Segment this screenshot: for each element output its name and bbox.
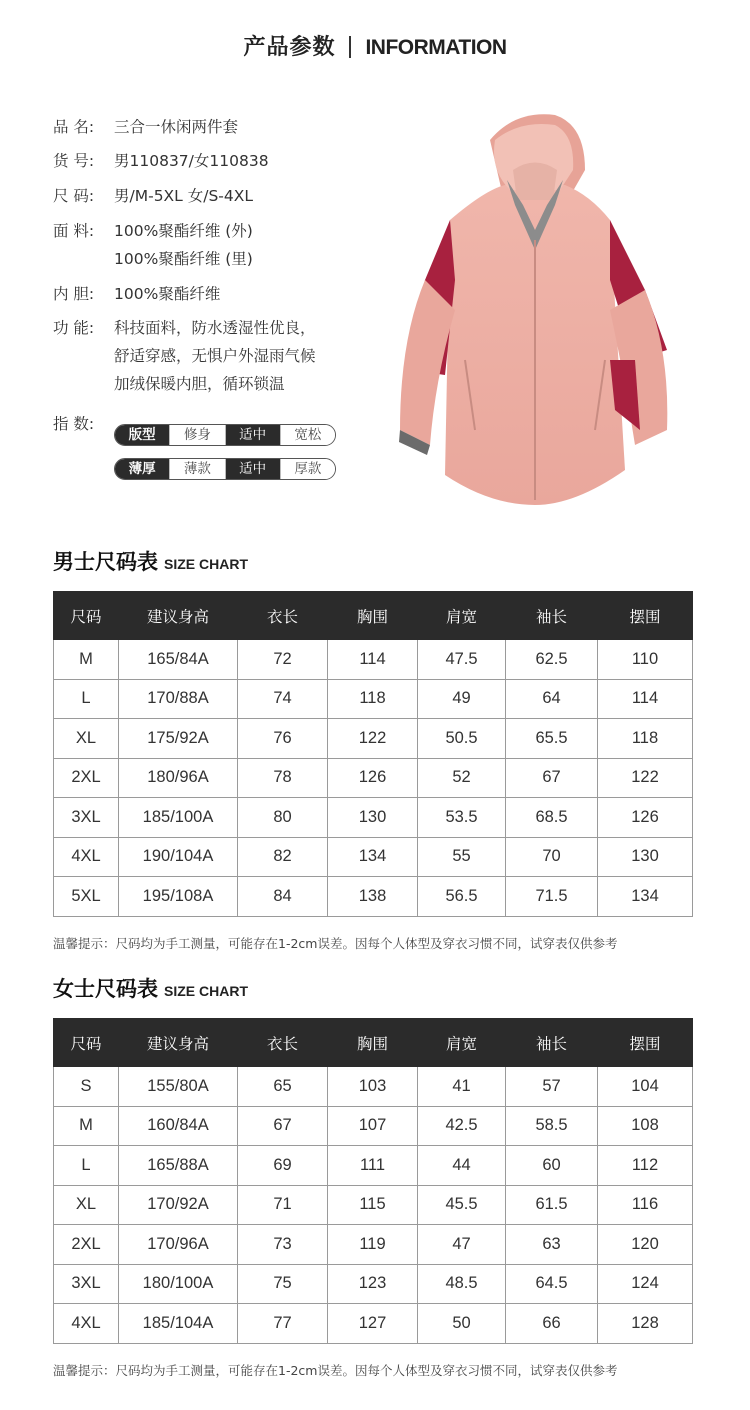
table-row bbox=[54, 1067, 693, 1107]
spec-function-label: 功 能: bbox=[53, 319, 95, 337]
women-title-cn: 女士尺码表 bbox=[53, 977, 158, 1001]
cell: 118 bbox=[598, 719, 693, 759]
cell: 47.5 bbox=[418, 640, 506, 680]
cell: 103 bbox=[328, 1067, 418, 1107]
cell: XL bbox=[54, 719, 119, 759]
spec-fabric-line2: 100%聚酯纤维 (里) bbox=[114, 250, 253, 268]
table-row bbox=[54, 1106, 693, 1146]
table-row bbox=[54, 758, 693, 798]
cell: 62.5 bbox=[506, 640, 598, 680]
women-col-length: 衣长 bbox=[238, 1019, 328, 1067]
spec-function-line2: 舒适穿感，无惧户外湿雨气候 bbox=[114, 347, 316, 365]
cell: 45.5 bbox=[418, 1185, 506, 1225]
cell: 111 bbox=[328, 1146, 418, 1186]
table-row bbox=[54, 679, 693, 719]
cell: 50 bbox=[418, 1304, 506, 1344]
cell: 76 bbox=[238, 719, 328, 759]
cell: 116 bbox=[598, 1185, 693, 1225]
header-title-en: INFORMATION bbox=[365, 36, 507, 59]
women-size-table bbox=[53, 1018, 693, 1344]
table-row bbox=[54, 1264, 693, 1304]
table-row bbox=[54, 877, 693, 917]
men-col-size: 尺码 bbox=[54, 592, 119, 640]
cell: 84 bbox=[238, 877, 328, 917]
cell: 130 bbox=[598, 837, 693, 877]
women-section-title bbox=[53, 973, 248, 1003]
cell: 47 bbox=[418, 1225, 506, 1265]
cell: 170/88A bbox=[119, 679, 238, 719]
women-size-note: 温馨提示：尺码均为手工测量，可能存在1-2cm误差。因每个人体型及穿衣习惯不同，试穿表仅供参考 bbox=[53, 1363, 618, 1378]
cell: 48.5 bbox=[418, 1264, 506, 1304]
cell: 41 bbox=[418, 1067, 506, 1107]
header-divider bbox=[349, 36, 351, 58]
men-size-note: 温馨提示：尺码均为手工测量，可能存在1-2cm误差。因每个人体型及穿衣习惯不同，试穿表仅供参考 bbox=[53, 936, 618, 951]
men-title-en: SIZE CHART bbox=[164, 556, 248, 572]
cell: M bbox=[54, 1106, 119, 1146]
fit-index bbox=[114, 424, 336, 446]
fit-option-loose: 宽松 bbox=[280, 425, 335, 445]
thickness-index-title: 薄厚 bbox=[115, 459, 169, 479]
spec-lining-label: 内 胆: bbox=[53, 285, 95, 303]
men-col-height: 建议身高 bbox=[119, 592, 238, 640]
cell: 74 bbox=[238, 679, 328, 719]
men-col-hem: 摆围 bbox=[598, 592, 693, 640]
cell: 65.5 bbox=[506, 719, 598, 759]
cell: 2XL bbox=[54, 1225, 119, 1265]
cell: L bbox=[54, 1146, 119, 1186]
cell: 56.5 bbox=[418, 877, 506, 917]
cell: 60 bbox=[506, 1146, 598, 1186]
cell: 67 bbox=[238, 1106, 328, 1146]
cell: 185/100A bbox=[119, 798, 238, 838]
spec-name-label: 品 名: bbox=[53, 118, 95, 136]
table-row bbox=[54, 837, 693, 877]
cell: 75 bbox=[238, 1264, 328, 1304]
cell: 155/80A bbox=[119, 1067, 238, 1107]
cell: L bbox=[54, 679, 119, 719]
cell: 119 bbox=[328, 1225, 418, 1265]
spec-code-label: 货 号: bbox=[53, 152, 95, 170]
women-col-height: 建议身高 bbox=[119, 1019, 238, 1067]
cell: 68.5 bbox=[506, 798, 598, 838]
cell: 50.5 bbox=[418, 719, 506, 759]
women-col-chest: 胸围 bbox=[328, 1019, 418, 1067]
cell: 58.5 bbox=[506, 1106, 598, 1146]
cell: 73 bbox=[238, 1225, 328, 1265]
cell: 190/104A bbox=[119, 837, 238, 877]
cell: 138 bbox=[328, 877, 418, 917]
cell: 71.5 bbox=[506, 877, 598, 917]
cell: 44 bbox=[418, 1146, 506, 1186]
page-header bbox=[0, 30, 750, 66]
fit-index-title: 版型 bbox=[115, 425, 169, 445]
cell: 120 bbox=[598, 1225, 693, 1265]
cell: 180/100A bbox=[119, 1264, 238, 1304]
header-title-cn: 产品参数 bbox=[243, 35, 336, 60]
spec-size-label: 尺 码: bbox=[53, 187, 95, 205]
cell: 126 bbox=[328, 758, 418, 798]
cell: 114 bbox=[328, 640, 418, 680]
cell: 124 bbox=[598, 1264, 693, 1304]
cell: 165/84A bbox=[119, 640, 238, 680]
men-size-table bbox=[53, 591, 693, 917]
cell: 77 bbox=[238, 1304, 328, 1344]
spec-function-line3: 加绒保暖内胆，循环锁温 bbox=[114, 375, 285, 393]
cell: 61.5 bbox=[506, 1185, 598, 1225]
cell: 2XL bbox=[54, 758, 119, 798]
women-table-header-row bbox=[54, 1019, 693, 1067]
cell: 57 bbox=[506, 1067, 598, 1107]
cell: 170/96A bbox=[119, 1225, 238, 1265]
women-col-hem: 摆围 bbox=[598, 1019, 693, 1067]
cell: 170/92A bbox=[119, 1185, 238, 1225]
table-row bbox=[54, 1304, 693, 1344]
spec-size-value: 男/M-5XL 女/S-4XL bbox=[114, 187, 254, 205]
thickness-index bbox=[114, 458, 336, 480]
cell: 175/92A bbox=[119, 719, 238, 759]
cell: 72 bbox=[238, 640, 328, 680]
thickness-option-medium: 适中 bbox=[225, 459, 280, 479]
men-table-header-row bbox=[54, 592, 693, 640]
cell: 160/84A bbox=[119, 1106, 238, 1146]
table-row bbox=[54, 1146, 693, 1186]
women-col-size: 尺码 bbox=[54, 1019, 119, 1067]
cell: 78 bbox=[238, 758, 328, 798]
cell: 63 bbox=[506, 1225, 598, 1265]
fit-option-regular: 适中 bbox=[225, 425, 280, 445]
table-row bbox=[54, 1185, 693, 1225]
cell: 123 bbox=[328, 1264, 418, 1304]
cell: 126 bbox=[598, 798, 693, 838]
cell: 165/88A bbox=[119, 1146, 238, 1186]
spec-function-line1: 科技面料，防水透湿性优良， bbox=[114, 319, 316, 337]
women-title-en: SIZE CHART bbox=[164, 983, 248, 999]
women-col-sleeve: 袖长 bbox=[506, 1019, 598, 1067]
cell: 195/108A bbox=[119, 877, 238, 917]
cell: 130 bbox=[328, 798, 418, 838]
cell: 118 bbox=[328, 679, 418, 719]
cell: 114 bbox=[598, 679, 693, 719]
cell: 82 bbox=[238, 837, 328, 877]
cell: 66 bbox=[506, 1304, 598, 1344]
cell: 69 bbox=[238, 1146, 328, 1186]
cell: 134 bbox=[598, 877, 693, 917]
men-col-chest: 胸围 bbox=[328, 592, 418, 640]
table-row bbox=[54, 719, 693, 759]
cell: 53.5 bbox=[418, 798, 506, 838]
spec-fabric-line1: 100%聚酯纤维 (外) bbox=[114, 222, 253, 240]
cell: 64 bbox=[506, 679, 598, 719]
fit-option-slim: 修身 bbox=[169, 425, 224, 445]
cell: 3XL bbox=[54, 1264, 119, 1304]
cell: S bbox=[54, 1067, 119, 1107]
cell: 71 bbox=[238, 1185, 328, 1225]
spec-fabric-label: 面 料: bbox=[53, 222, 95, 240]
cell: 128 bbox=[598, 1304, 693, 1344]
cell: 122 bbox=[328, 719, 418, 759]
men-col-sleeve: 袖长 bbox=[506, 592, 598, 640]
cell: 134 bbox=[328, 837, 418, 877]
cell: 64.5 bbox=[506, 1264, 598, 1304]
thickness-option-thin: 薄款 bbox=[169, 459, 224, 479]
jacket-product-image bbox=[395, 110, 670, 510]
cell: 108 bbox=[598, 1106, 693, 1146]
cell: 115 bbox=[328, 1185, 418, 1225]
cell: 110 bbox=[598, 640, 693, 680]
cell: 104 bbox=[598, 1067, 693, 1107]
cell: XL bbox=[54, 1185, 119, 1225]
table-row bbox=[54, 798, 693, 838]
men-section-title bbox=[53, 546, 248, 576]
cell: 180/96A bbox=[119, 758, 238, 798]
spec-lining-value: 100%聚酯纤维 bbox=[114, 285, 221, 303]
cell: 65 bbox=[238, 1067, 328, 1107]
thickness-option-thick: 厚款 bbox=[280, 459, 335, 479]
cell: 4XL bbox=[54, 837, 119, 877]
cell: 3XL bbox=[54, 798, 119, 838]
spec-code-value: 男110837/女110838 bbox=[114, 152, 269, 170]
table-row bbox=[54, 640, 693, 680]
cell: M bbox=[54, 640, 119, 680]
cell: 107 bbox=[328, 1106, 418, 1146]
cell: 4XL bbox=[54, 1304, 119, 1344]
men-col-shoulder: 肩宽 bbox=[418, 592, 506, 640]
men-col-length: 衣长 bbox=[238, 592, 328, 640]
cell: 55 bbox=[418, 837, 506, 877]
cell: 70 bbox=[506, 837, 598, 877]
cell: 49 bbox=[418, 679, 506, 719]
cell: 80 bbox=[238, 798, 328, 838]
cell: 67 bbox=[506, 758, 598, 798]
men-title-cn: 男士尺码表 bbox=[53, 550, 158, 574]
cell: 185/104A bbox=[119, 1304, 238, 1344]
cell: 112 bbox=[598, 1146, 693, 1186]
cell: 52 bbox=[418, 758, 506, 798]
spec-index-label: 指 数: bbox=[53, 415, 95, 433]
cell: 42.5 bbox=[418, 1106, 506, 1146]
women-col-shoulder: 肩宽 bbox=[418, 1019, 506, 1067]
table-row bbox=[54, 1225, 693, 1265]
cell: 127 bbox=[328, 1304, 418, 1344]
cell: 5XL bbox=[54, 877, 119, 917]
spec-name-value: 三合一休闲两件套 bbox=[114, 118, 239, 136]
cell: 122 bbox=[598, 758, 693, 798]
